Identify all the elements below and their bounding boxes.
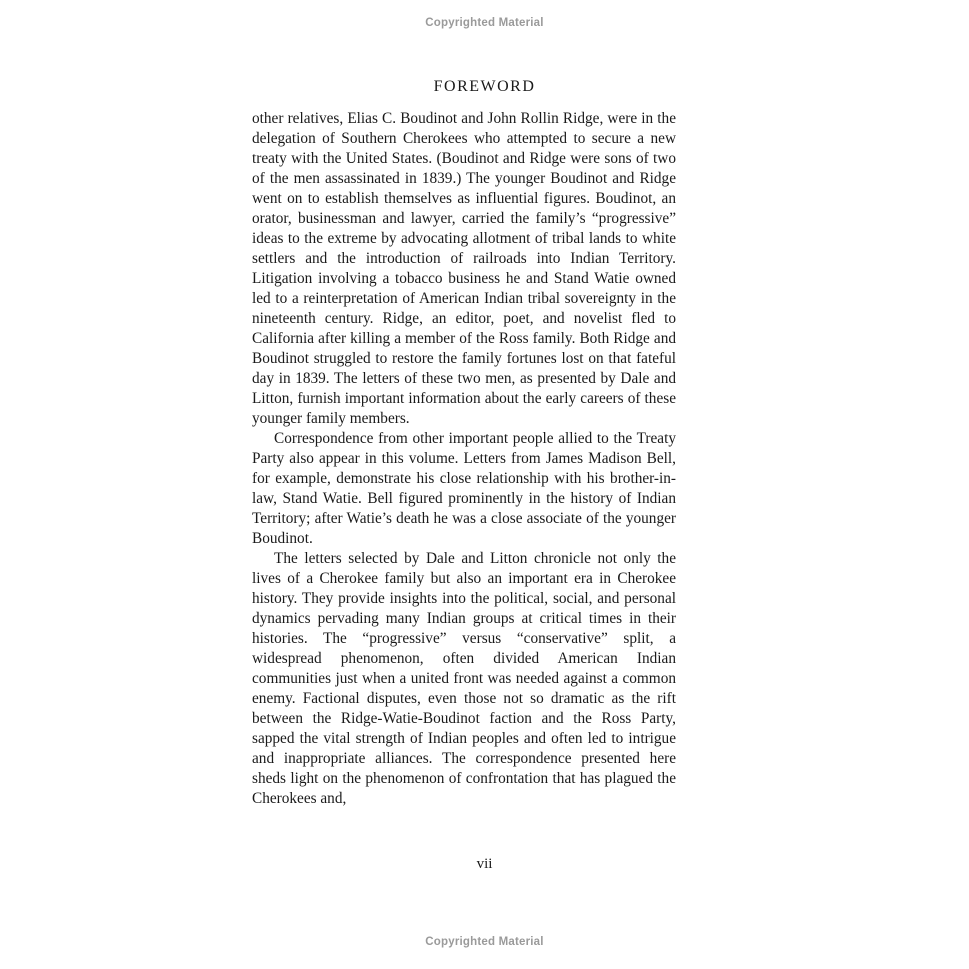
running-head: FOREWORD (433, 78, 536, 95)
body-text (252, 109, 676, 809)
paragraph: Correspondence from other important people allied to the Treaty Party also appear in this volume. Letters from James Madison Bell, for example, demonstrate his close relationship with his brother-in-law, Stand Watie. Bell figured prominently in the history of Indian Territory; after Watie’s death he was a close associate of the younger Boudinot. (252, 430, 676, 547)
paragraph: other relatives, Elias C. Boudinot and John Rollin Ridge, were in the delegation of Southern Cherokees who attempted to secure a new treaty with the United States. (Boudinot and Ridge were sons of two of the men assassinated in 1839.) The younger Boudinot and Ridge went on to establish themselves as influential figures. Boudinot, an orator, businessman and lawyer, carried the family’s “progressive” ideas to the extreme by advocating allotment of tribal lands to white settlers and the introduction of railroads into Indian Territory. Litigation involving a tobacco business he and Stand Watie owned led to a reinterpretation of American Indian tribal sovereignty in the nineteenth century. Ridge, an editor, poet, and novelist fled to California after killing a member of the Ross family. Both Ridge and Boudinot struggled to restore the family fortunes lost on that fateful day in 1839. The letters of these two men, as presented by Dale and Litton, furnish important information about the early careers of these younger family members. (252, 110, 676, 427)
copyright-watermark-top: Copyrighted Material (425, 17, 544, 29)
copyright-watermark-bottom: Copyrighted Material (425, 936, 544, 948)
paragraph: The letters selected by Dale and Litton chronicle not only the lives of a Cherokee family but also an important era in Cherokee history. They provide insights into the political, social, and personal dynamics pervading many Indian groups at critical times in their histories. The “progressive” versus “conservative” split, a widespread phenomenon, often divided American Indian communities just when a united front was needed against a common enemy. Factional disputes, even those not so dramatic as the rift between the Ridge-Watie-Boudinot faction and the Ross Party, sapped the vital strength of Indian peoples and often led to intrigue and inappropriate alliances. The correspondence presented here sheds light on the phenomenon of confrontation that has plagued the Cherokees and, (252, 550, 676, 807)
page-number: vii (476, 856, 493, 872)
